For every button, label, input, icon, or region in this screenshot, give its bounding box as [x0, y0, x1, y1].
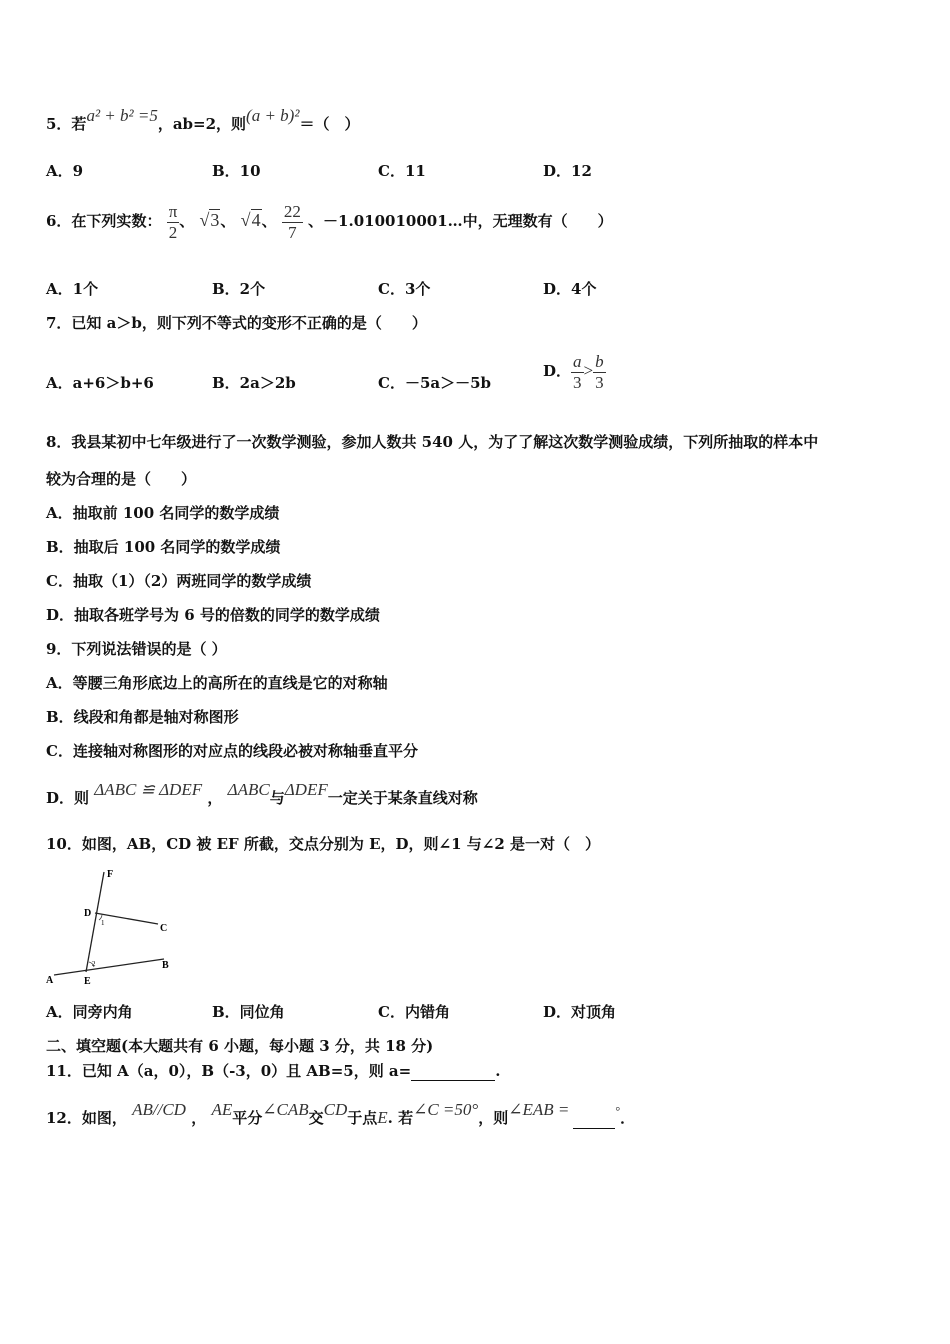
q11-tail: . — [495, 1062, 501, 1080]
q6-sep2: 、 — [220, 212, 236, 230]
q10-question: 10．如图，AB，CD 被 EF 所截，交点分别为 E，D，则∠1 与∠2 是一对（ ） — [46, 835, 601, 853]
q12-line — [46, 1100, 636, 1129]
q6-option-b: B．2个 — [212, 280, 266, 298]
q7-option-d-label: D． — [543, 362, 572, 380]
q9-triangle-abc: ΔABC — [227, 780, 270, 799]
q7-gt: > — [583, 361, 594, 380]
q5-mid: ，ab=2，则 — [157, 115, 247, 133]
section-2-title: 二、填空题(本大题共有 6 小题，每小题 3 分，共 18 分) — [46, 1037, 434, 1055]
q5-tail: ＝（ ） — [299, 115, 360, 133]
q10-option-d: D．对顶角 — [543, 1003, 617, 1021]
q5-option-b: B．10 — [212, 162, 261, 180]
q12-then: ，则 — [478, 1109, 509, 1127]
q7-frac-b3: $\frac{b}{3}$ — [595, 351, 604, 392]
q6-pi-den: 2 — [168, 222, 178, 242]
q6-line — [46, 197, 613, 243]
q6-frac-22-7 — [282, 202, 303, 243]
q12-degree: ° — [615, 1104, 621, 1118]
q9-comma: ， — [207, 789, 223, 807]
q9-option-a: A．等腰三角形底边上的高所在的直线是它的对称轴 — [46, 674, 388, 692]
q12-intersects: 交 — [308, 1109, 324, 1127]
label-a: A — [46, 975, 54, 986]
q7-question: 7．已知 a＞b，则下列不等式的变形不正确的是（ ） — [46, 314, 427, 332]
q7-option-d — [543, 348, 606, 394]
q6-frac-den: 7 — [288, 222, 297, 242]
q12-answer-blank — [573, 1110, 615, 1129]
q7-option-b: B．2a＞2b — [212, 374, 296, 392]
q6-pi-num: π — [168, 201, 178, 221]
q12-angle-cab: ∠CAB — [262, 1100, 309, 1119]
q12-e: E — [377, 1108, 388, 1127]
q9-triangle-def: ΔDEF — [284, 780, 328, 799]
q5-option-a: A．9 — [46, 162, 84, 180]
q5-option-c: C．11 — [378, 162, 426, 180]
q12-comma: ， — [191, 1109, 207, 1127]
q9-option-b: B．线段和角都是轴对称图形 — [46, 708, 239, 726]
q5-expr-a2b2: a² + b² =5 — [86, 106, 158, 125]
q10-figure — [44, 866, 184, 991]
q5-expr-apb2: (a + b)² — [246, 106, 300, 125]
q9-tail: 一定关于某条直线对称 — [327, 789, 478, 807]
q6-suffix: 、－1.010010001…中，无理数有（ ） — [308, 212, 613, 230]
q11-line — [46, 1061, 500, 1081]
label-c: C — [160, 923, 168, 934]
q12-cd: CD — [323, 1100, 348, 1119]
q6-frac-num: 22 — [283, 201, 301, 221]
q11-answer-blank — [411, 1062, 495, 1081]
q8-question-line1: 8．我县某初中七年级进行了一次数学测验，参加人数共 540 人，为了了解这次数学测验成绩，下列所抽取的样本中 — [46, 433, 819, 451]
q12-at-point: 于点 — [347, 1109, 378, 1127]
q12-angle-c: ∠C =50° — [413, 1100, 479, 1119]
q9-option-d — [46, 780, 478, 808]
q5-line — [46, 106, 360, 134]
q12-angle-eab: ∠EAB = — [508, 1100, 570, 1119]
q6-sep3: 、 — [261, 212, 277, 230]
q6-sep1: 、 — [179, 212, 195, 230]
q5-number: 5．若 — [46, 115, 87, 133]
q12-tail: ． — [620, 1109, 636, 1127]
q10-option-a: A．同旁内角 — [46, 1003, 133, 1021]
q9-and: 与 — [269, 789, 285, 807]
q9-option-d-label: D．则 — [46, 789, 90, 807]
q9-question: 9．下列说法错误的是（ ） — [46, 640, 227, 658]
q6-sqrt3: √3 — [199, 210, 220, 230]
label-b: B — [162, 960, 169, 971]
q8-option-c: C．抽取（1）（2）两班同学的数学成绩 — [46, 572, 312, 590]
label-angle-1: 1 — [101, 919, 105, 927]
q5-option-d: D．12 — [543, 162, 592, 180]
q7-frac-a3: $\frac{a}{3}$ — [573, 351, 582, 392]
label-d: D — [84, 908, 92, 919]
q6-frac-pi-2 — [167, 202, 180, 243]
label-e: E — [84, 976, 91, 987]
q8-option-d: D．抽取各班学号为 6 号的倍数的同学的数学成绩 — [46, 606, 380, 624]
q6-option-a: A．1个 — [46, 280, 99, 298]
q12-if: . 若 — [387, 1109, 414, 1127]
q6-option-c: C．3个 — [378, 280, 431, 298]
label-f: F — [107, 869, 114, 880]
q6-prefix: 6．在下列实数： — [46, 212, 162, 230]
q9-congruent-expr: ΔABC ≌ ΔDEF — [94, 780, 203, 799]
q10-option-b: B．同位角 — [212, 1003, 285, 1021]
q11-question: 11．已知 A（a，0），B（-3，0）且 AB=5，则 a= — [46, 1062, 412, 1080]
q12-bisects: 平分 — [232, 1109, 263, 1127]
q6-option-d: D．4个 — [543, 280, 597, 298]
q12-prefix: 12．如图， — [46, 1109, 127, 1127]
label-angle-2: 2 — [92, 960, 96, 968]
q9-option-c: C．连接轴对称图形的对应点的线段必被对称轴垂直平分 — [46, 742, 418, 760]
q12-ae: AE — [211, 1100, 233, 1119]
q7-option-c: C．－5a＞－5b — [378, 374, 492, 392]
q7-option-a: A．a+6＞b+6 — [46, 374, 154, 392]
q12-parallel-expr: AB//CD — [132, 1100, 186, 1119]
q6-sqrt4: √4 — [240, 210, 261, 230]
q10-option-c: C．内错角 — [378, 1003, 450, 1021]
q8-question-line2: 较为合理的是（ ） — [46, 470, 197, 488]
q8-option-a: A．抽取前 100 名同学的数学成绩 — [46, 504, 280, 522]
line-ab — [54, 959, 164, 975]
q8-option-b: B．抽取后 100 名同学的数学成绩 — [46, 538, 281, 556]
